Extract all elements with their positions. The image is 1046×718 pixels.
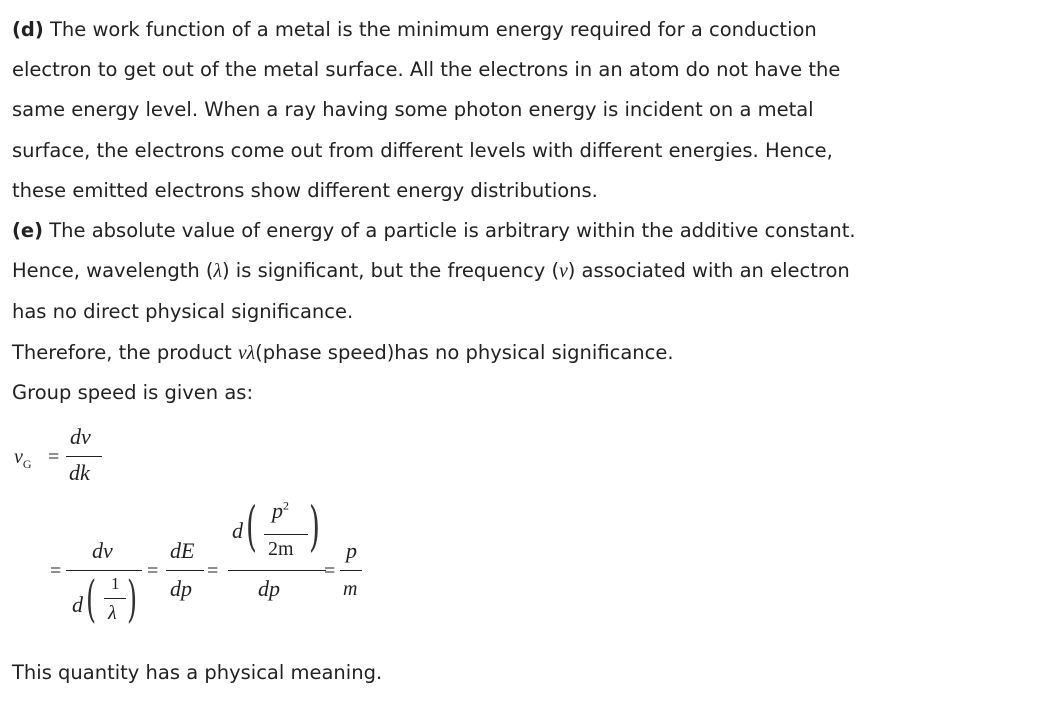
part-d-text-1: The work function of a metal is the minimum energy required for a conduction xyxy=(43,18,817,41)
part-d-line-5: these emitted electrons show different energy distributions. xyxy=(12,179,598,202)
eq2-t3-denominator: dp xyxy=(258,576,280,601)
eq2-t3-fraction-bar xyxy=(228,570,326,571)
eq2-t1-numerator: dv xyxy=(92,538,113,563)
eq2-t4-denominator: m xyxy=(343,578,358,600)
eq2-equals-4: = xyxy=(324,560,336,582)
part-e-line-3: has no direct physical significance. xyxy=(12,300,354,323)
part-e-line-4-b: (phase speed)has no physical significance. xyxy=(255,341,674,364)
part-d-line-3: same energy level. When a ray having some photon energy is incident on a metal xyxy=(12,98,814,121)
part-e-line-2-a: Hence, wavelength ( xyxy=(12,259,214,282)
eq2-t4-fraction-bar xyxy=(340,570,362,571)
eq2-t3-num-d: d xyxy=(232,518,243,543)
eq2-t3-num-den: 2m xyxy=(268,538,294,560)
eq1-denominator: dk xyxy=(69,460,90,485)
eq2-t3-inner-bar xyxy=(264,534,308,535)
part-d-label: (d) xyxy=(12,18,44,41)
eq2-t1-den-den: λ xyxy=(108,602,117,624)
part-e-label: (e) xyxy=(12,219,44,242)
eq2-equals-1: = xyxy=(50,560,62,582)
part-e-line-1 xyxy=(12,218,856,244)
part-e-text-1: The absolute value of energy of a particle is arbitrary within the additive constant. xyxy=(43,219,856,242)
nu-symbol: ν xyxy=(559,261,568,282)
eq2-t1-fraction-bar xyxy=(66,570,142,571)
part-e-line-4-a: Therefore, the product xyxy=(12,341,239,364)
eq1-fraction-bar xyxy=(66,456,102,457)
part-d-line-4: surface, the electrons come out from different levels with different energies. Hence, xyxy=(12,139,833,162)
eq2-t4-numerator: p xyxy=(346,538,357,563)
part-e-line-4 xyxy=(12,340,674,367)
lambda-symbol: λ xyxy=(213,261,222,282)
eq2-equals-2: = xyxy=(147,560,159,582)
eq2-t1-left-paren: ( xyxy=(86,572,97,630)
eq2-equals-3: = xyxy=(207,560,219,582)
eq2-t2-denominator: dp xyxy=(170,576,192,601)
eq2-t3-right-paren: ) xyxy=(309,495,320,558)
part-e-line-2-b: ) is significant, but the frequency ( xyxy=(222,259,560,282)
eq2-t1-den-num: 1 xyxy=(111,574,120,593)
eq2-t2-numerator: dE xyxy=(170,538,195,563)
eq2-t1-den-d: d xyxy=(72,592,83,617)
eq2-t1-right-paren: ) xyxy=(127,572,138,630)
eq2-t1-inner-bar xyxy=(104,598,126,599)
part-e-line-2 xyxy=(12,258,850,285)
nu-lambda-symbol: νλ xyxy=(238,343,256,364)
eq2-t3-num-num: $p^2$ xyxy=(272,498,289,523)
eq2-t2-fraction-bar xyxy=(166,570,204,571)
part-d-line-2: electron to get out of the metal surface. All the electrons in an atom do not have the xyxy=(12,58,841,81)
part-e-line-5: Group speed is given as: xyxy=(12,381,254,404)
part-d-line-1 xyxy=(12,17,817,43)
conclusion-text: This quantity has a physical meaning. xyxy=(12,661,383,684)
eq2-t3-left-paren: ( xyxy=(246,495,257,558)
eq1-equals: = xyxy=(48,446,60,468)
eq1-lhs: $v_G$ xyxy=(14,446,32,471)
eq1-numerator: dv xyxy=(70,424,91,449)
part-e-line-2-c: ) associated with an electron xyxy=(567,259,850,282)
